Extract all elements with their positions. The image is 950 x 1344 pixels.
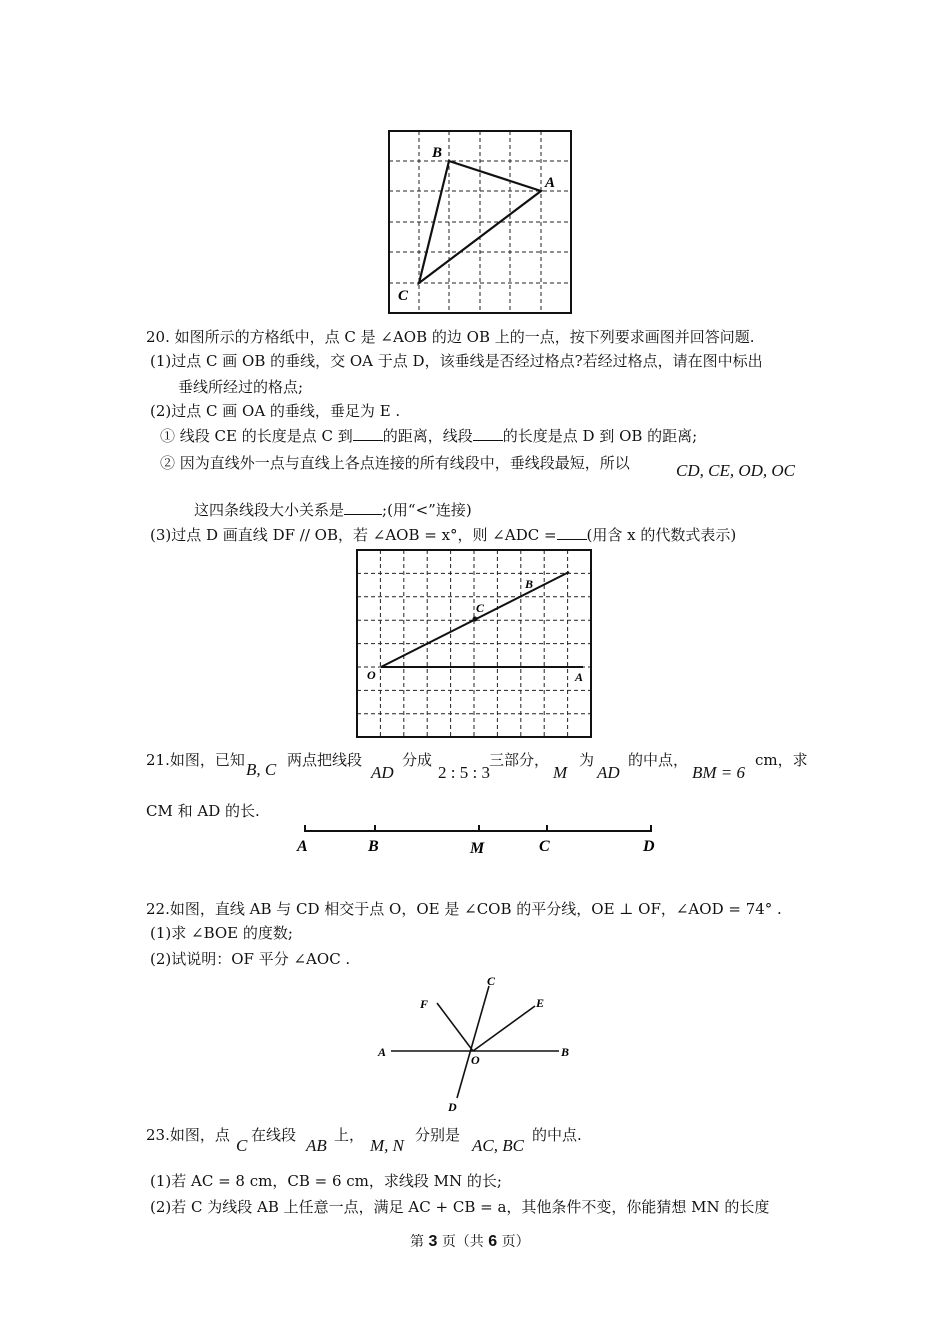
q20-line8: [150, 524, 736, 545]
page-number: 3: [428, 1233, 438, 1250]
page-total: 6: [488, 1233, 498, 1250]
q20-line5a: ① 线段 CE 的长度是点 C 到: [160, 427, 353, 445]
q23-g: 分别是: [415, 1126, 461, 1144]
q21-j: AD: [597, 763, 620, 782]
answer-blank[interactable]: [473, 426, 503, 441]
label-o: O: [367, 668, 376, 682]
q23-f: M, N: [370, 1136, 404, 1155]
q20-line3: 垂线所经过的格点;: [178, 378, 304, 396]
q22-line1: 22.如图，直线 AB 与 CD 相交于点 O，OE 是 ∠COB 的平分线，OE ⊥ OF，∠AOD = 74° .: [146, 900, 782, 918]
label-c: C: [476, 601, 485, 615]
q21-f: 2 : 5 : 3: [438, 763, 490, 782]
q23-a: 23.如图，点: [146, 1126, 230, 1144]
q20-line2: (1)过点 C 画 OB 的垂线，交 OA 于点 D，该垂线是否经过格点?若经过格点，请在图中标出: [150, 352, 763, 370]
q20-line8b: (用含 x 的代数式表示): [586, 526, 737, 544]
q23-h: AC, BC: [472, 1136, 524, 1155]
label-c: C: [398, 288, 409, 304]
figure-angle-grid: [355, 548, 595, 740]
figure-segment-abmcd: [292, 820, 662, 860]
footer-a: 第: [410, 1234, 424, 1250]
q20-line7: [194, 499, 472, 520]
page-footer: [410, 1231, 530, 1251]
q21-n: cm，求: [755, 751, 808, 769]
q22-line2: (1)求 ∠BOE 的度数;: [150, 924, 293, 942]
label-d: D: [643, 838, 655, 855]
label-b: B: [432, 145, 443, 161]
q20-line8a: (3)过点 D 画直线 DF // OB，若 ∠AOB = x°，则 ∠ADC =: [150, 526, 557, 544]
q23-d: AB: [306, 1136, 327, 1155]
label-a: A: [378, 1045, 387, 1059]
q21-e: 分成: [402, 751, 433, 769]
label-a: A: [575, 670, 584, 684]
answer-blank[interactable]: [353, 426, 383, 441]
q23-line2: (1)若 AC = 8 cm，CB = 6 cm，求线段 MN 的长;: [150, 1172, 502, 1190]
label-a: A: [545, 175, 556, 191]
figure-triangle-grid: [386, 128, 576, 318]
q21-o: CM 和 AD 的长.: [146, 802, 260, 820]
label-d: D: [448, 1100, 457, 1114]
label-a: A: [297, 838, 308, 855]
q23-e: 上，: [334, 1126, 365, 1144]
label-m: M: [470, 840, 485, 857]
q21-h: M: [553, 763, 568, 782]
q21-b: B, C: [246, 760, 277, 779]
q21-k: 的中点，: [628, 751, 689, 769]
q21-g: 三部分，: [489, 751, 550, 769]
answer-blank[interactable]: [344, 500, 382, 515]
q20-line5b: 的距离，线段: [382, 427, 473, 445]
q21-l: BM = 6: [692, 763, 746, 782]
q23-i: 的中点.: [532, 1126, 582, 1144]
q20-line1: 20. 如图所示的方格纸中，点 C 是 ∠AOB 的边 OB 上的一点，按下列要求画图并回答问题.: [146, 328, 755, 346]
q20-line5c: 的长度是点 D 到 OB 的距离;: [502, 427, 698, 445]
label-o: O: [471, 1053, 480, 1067]
q22-line3: (2)试说明：OF 平分 ∠AOC .: [150, 950, 351, 968]
q20-line7a: 这四条线段大小关系是: [194, 501, 345, 519]
q20-line5: [160, 425, 697, 446]
q21-a: 21.如图，已知: [146, 751, 245, 769]
label-b: B: [561, 1045, 570, 1059]
label-c: C: [487, 974, 496, 988]
figure-intersecting-lines: [374, 970, 584, 1118]
answer-blank[interactable]: [557, 525, 587, 540]
label-e: E: [536, 996, 545, 1010]
q21-c: 两点把线段: [287, 751, 363, 769]
q20-line4: (2)过点 C 画 OA 的垂线，垂足为 E .: [150, 402, 401, 420]
q21-d: AD: [371, 763, 394, 782]
q20-line7b: ;(用“<”连接): [382, 501, 472, 519]
label-c: C: [539, 838, 550, 855]
q21-i: 为: [579, 751, 595, 769]
footer-c: 页（共: [441, 1234, 484, 1250]
label-b: B: [525, 577, 534, 591]
q23-line3: (2)若 C 为线段 AB 上任意一点，满足 AC + CB = a，其他条件不变，你能猜想 MN 的长度: [150, 1198, 770, 1216]
label-b: B: [368, 838, 379, 855]
q23-c: 在线段: [251, 1126, 297, 1144]
q20-line6a: ② 因为直线外一点与直线上各点连接的所有线段中，垂线段最短，所以: [160, 454, 630, 472]
q20-line6b: CD, CE, OD, OC: [676, 461, 796, 480]
label-f: F: [420, 997, 429, 1011]
footer-e: 页）: [501, 1234, 530, 1250]
q23-b: C: [236, 1136, 248, 1155]
